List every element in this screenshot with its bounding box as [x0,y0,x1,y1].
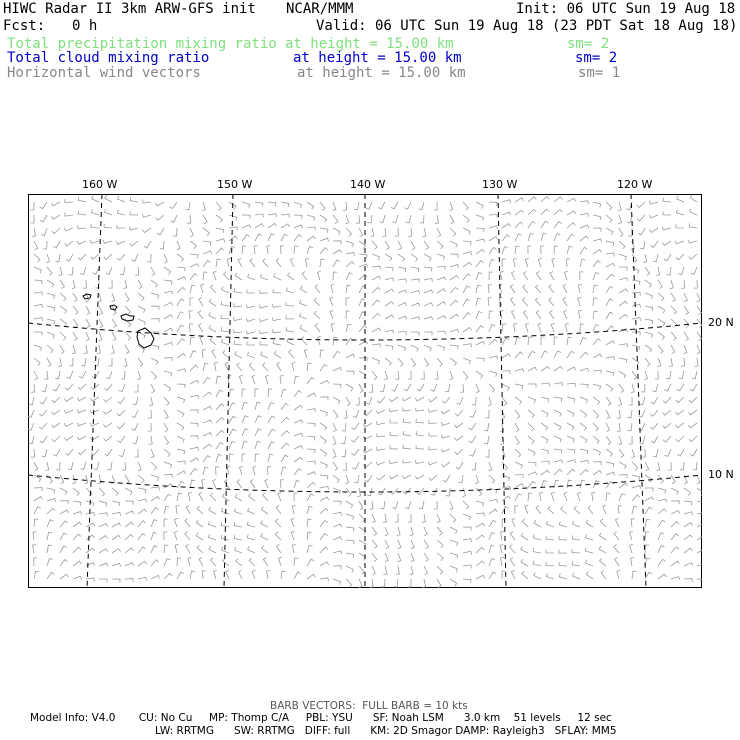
lat-label: 20 N [708,316,734,329]
model-info-line1: Model Info: V4.0 CU: No Cu MP: Thomp C/A PBL: YSU SF: Noah LSM 3.0 km 51 levels 12 sec [30,712,612,724]
plot-title: HIWC Radar II 3km ARW-GFS init [3,1,256,17]
lon-label: 150 W [217,178,253,191]
fcst-value: 0 h [72,18,98,34]
field-cloud-name: Total cloud mixing ratio [7,50,210,66]
init-time: Init: 06 UTC Sun 19 Aug 18 [516,1,736,17]
field-wind-name: Horizontal wind vectors [7,65,201,81]
field-precip-height: at height = 15.00 km [285,36,454,52]
field-precip-sm: sm= 2 [567,36,610,52]
valid-time: Valid: 06 UTC Sun 19 Aug 18 (23 PDT Sat 18 Aug 18) [316,18,738,34]
lon-label: 160 W [82,178,118,191]
barb-note: BARB VECTORS: FULL BARB = 10 kts [270,700,468,712]
lon-label: 130 W [482,178,518,191]
fcst-label: Fcst: [3,18,46,34]
lon-label: 140 W [350,178,386,191]
field-cloud-height: at height = 15.00 km [293,50,462,66]
field-wind-height: at height = 15.00 km [297,65,466,81]
field-precip-name: Total precipitation mixing ratio [7,36,277,52]
org-label: NCAR/MMM [286,1,354,17]
field-wind-sm: sm= 1 [578,65,621,81]
wind-map [28,194,702,588]
model-info-line2: LW: RRTMG SW: RRTMG DIFF: full KM: 2D Smagor DAMP: Rayleigh3 SFLAY: MM5 [155,725,617,737]
lon-label: 120 W [617,178,653,191]
field-cloud-sm: sm= 2 [575,50,618,66]
lat-label: 10 N [708,468,734,481]
